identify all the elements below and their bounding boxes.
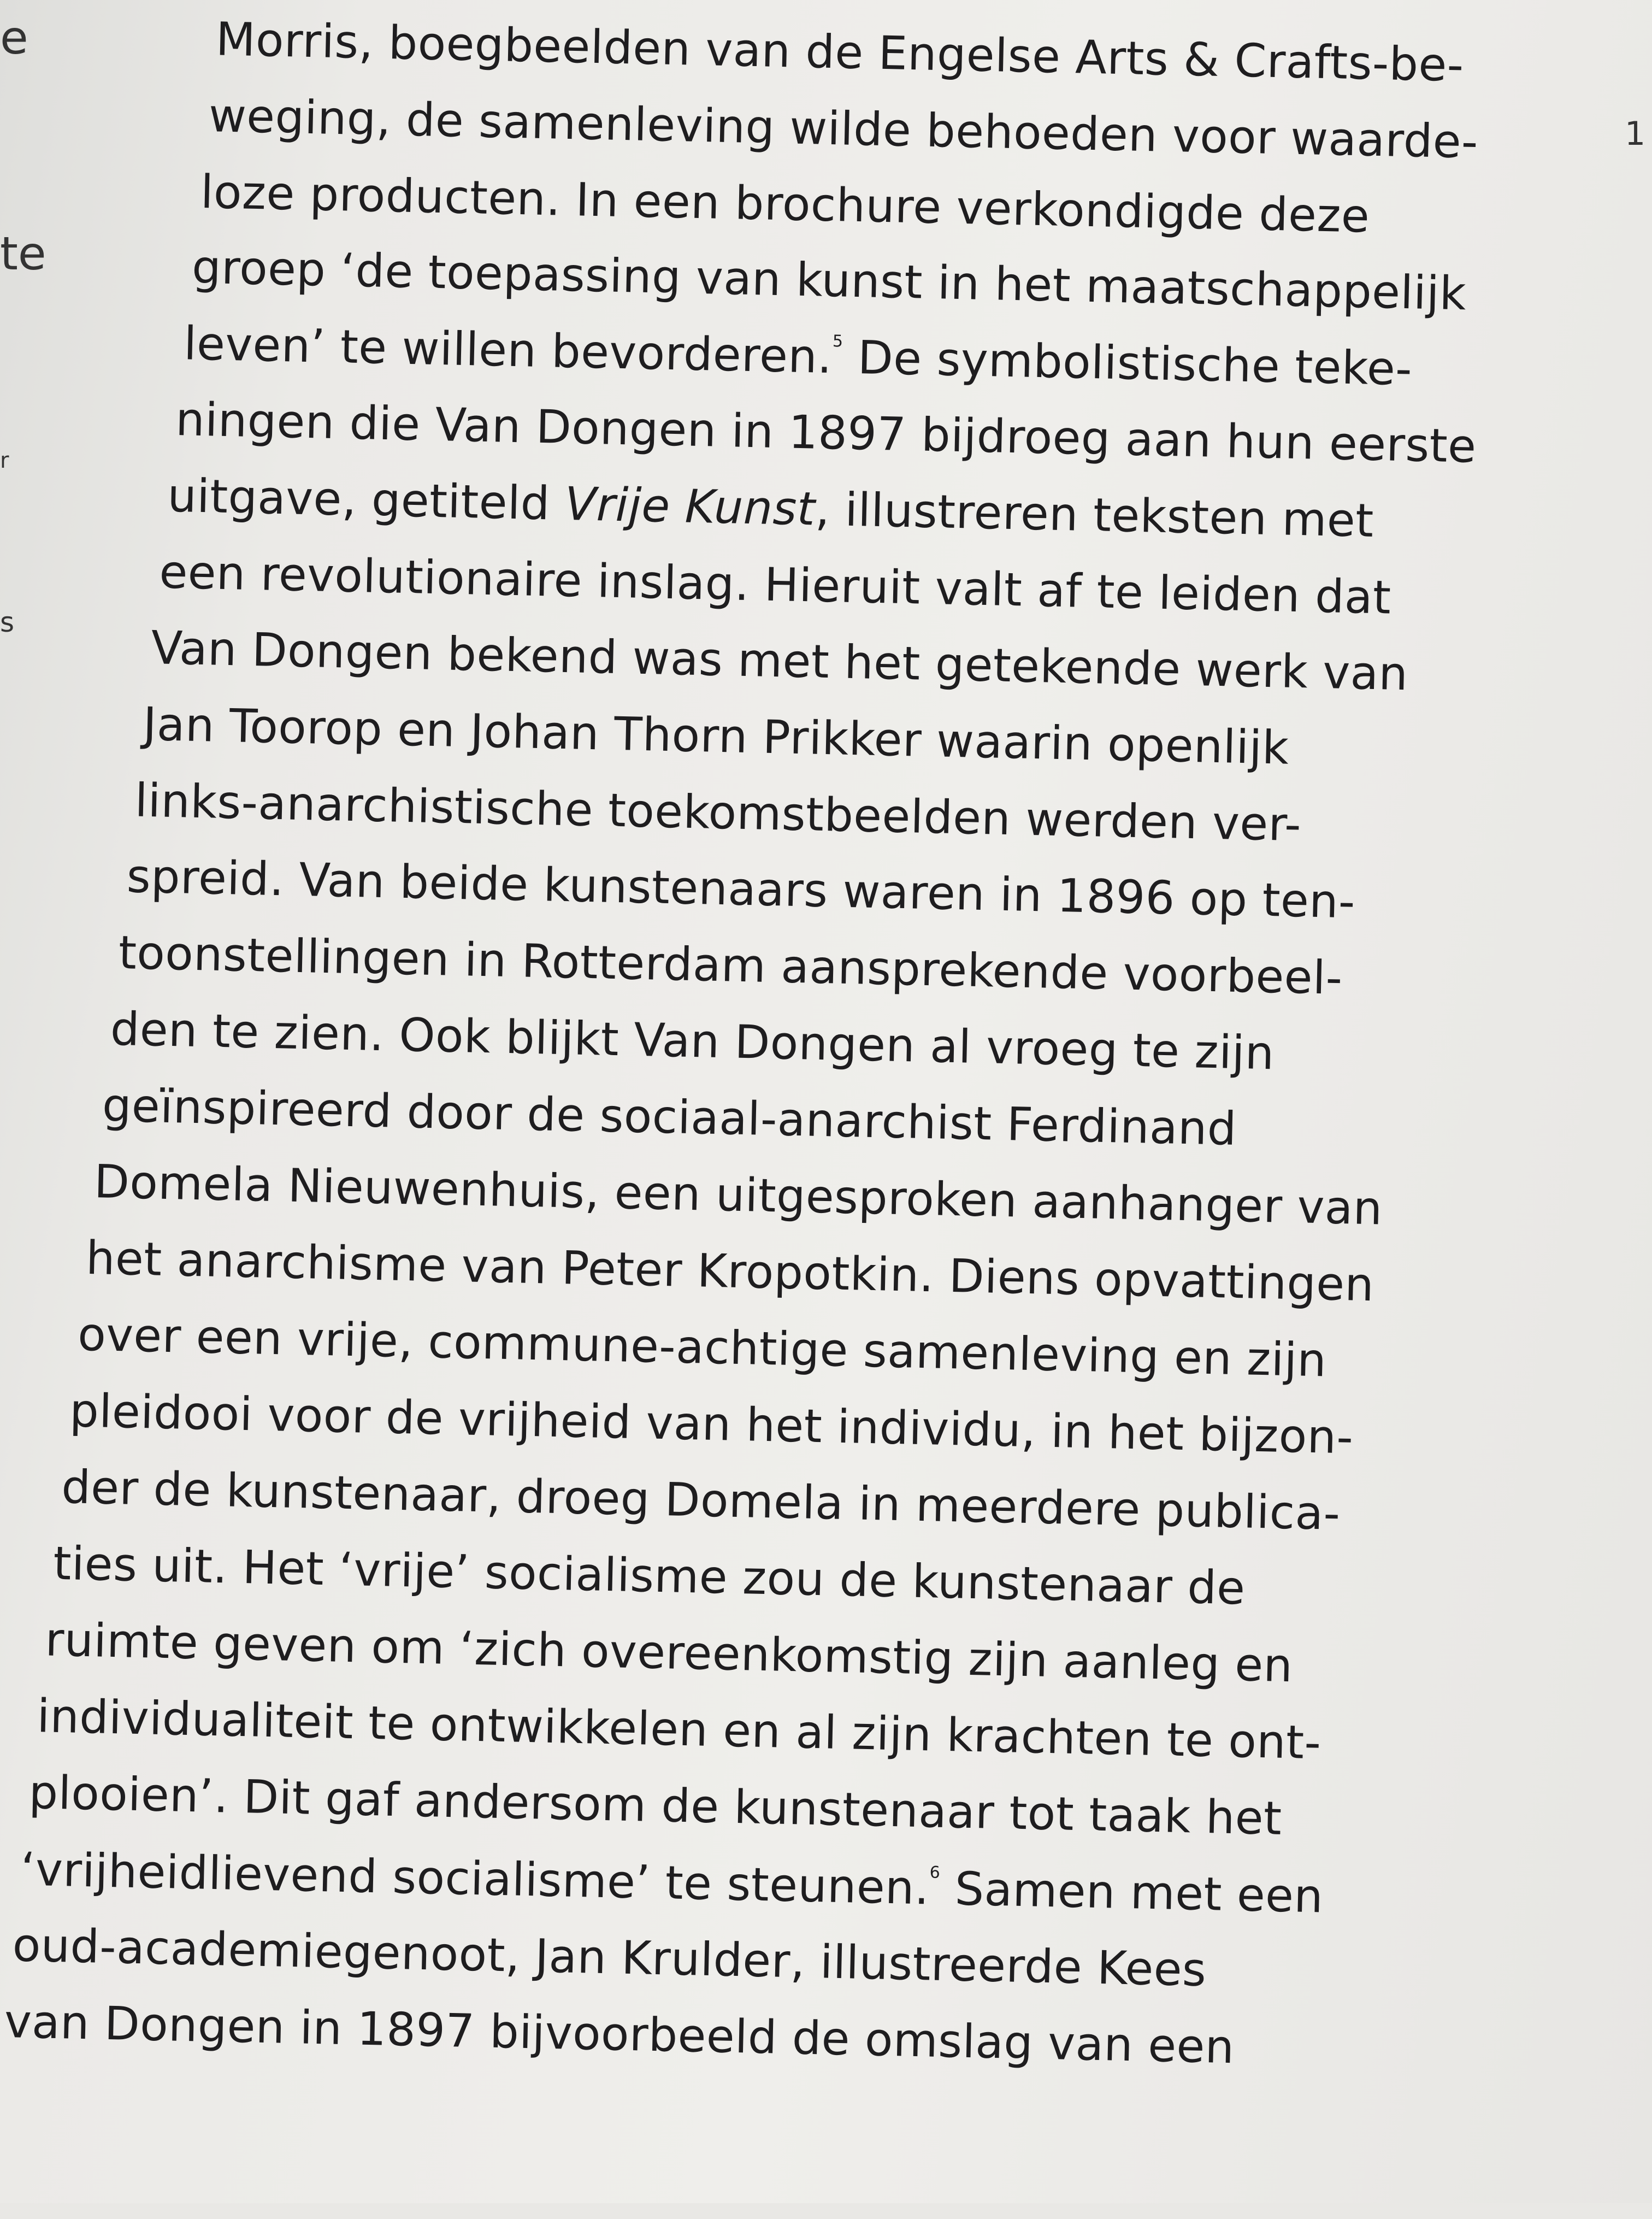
text-line: het anarchisme van Peter Kropotkin. Diens opvattingen (85, 1231, 1375, 1312)
text-line: ‘vrijheidlievend socialisme’ te steunen.$^6$ Samen met een (20, 1842, 1324, 1923)
text-line: een revolutionaire inslag. Hieruit valt af te leiden dat (158, 545, 1392, 625)
footnote-marker[interactable]: 6 (929, 1863, 941, 1882)
text-line: der de kunstenaar, droeg Domela in meerdere publica- (61, 1460, 1341, 1541)
text-line: uitgave, getiteld Vrije Kunst, illustreren teksten met (167, 468, 1374, 548)
margin-fragment: s (0, 607, 15, 638)
text-line: ningen die Van Dongen in 1897 bijdroeg aan hun eerste (175, 392, 1477, 473)
text-line: loze producten. In een brochure verkondigde deze (200, 164, 1371, 243)
text-line: van Dongen in 1897 bijvoorbeeld de omslag van een (4, 1994, 1235, 2074)
text-line: oud-academiegenoot, Jan Krulder, illustreerde Kees (11, 1918, 1207, 1997)
text-line: toonstellingen in Rotterdam aansprekende voorbeel- (118, 925, 1343, 1005)
margin-fragment: r (0, 448, 9, 473)
margin-fragment: 1 (1625, 115, 1646, 153)
text-line: pleidooi voor de vrijheid van het individu, in het bijzon- (69, 1384, 1354, 1464)
text-line: ruimte geven om ‘zich overeenkomstig zijn aanleg en (44, 1612, 1294, 1693)
text-line: plooien’. Dit gaf andersom de kunstenaar tot taak het (28, 1765, 1283, 1845)
margin-fragment: te (0, 227, 46, 280)
text-line: links-anarchistische toekomstbeelden werden ver- (134, 773, 1302, 852)
text-line: spreid. Van beide kunstenaars waren in 1896 op ten- (126, 849, 1356, 929)
text-line: Van Dongen bekend was met het getekende werk van (150, 621, 1409, 701)
text-line: groep ‘de toepassing van kunst in het maatschappelijk (191, 240, 1467, 321)
margin-fragment: e (0, 11, 28, 64)
text-line: Morris, boegbeelden van de Engelse Arts & Crafts-be- (215, 12, 1465, 92)
footnote-marker[interactable]: 5 (832, 332, 843, 351)
text-line: individualiteit te ontwikkelen en al zijn krachten te ont- (36, 1689, 1322, 1770)
publication-title: Vrije Kunst (564, 476, 816, 536)
text-line: den te zien. Ook blijkt Van Dongen al vroeg te zijn (110, 1002, 1275, 1080)
text-line: weging, de samenleving wilde behoeden voor waarde- (208, 89, 1479, 169)
text-line: over een vrije, commune-achtige samenleving en zijn (77, 1307, 1328, 1387)
text-line: ties uit. Het ‘vrije’ socialisme zou de kunstenaar de (52, 1536, 1246, 1615)
text-line: geïnspireerd door de sociaal-anarchist Ferdinand (102, 1078, 1237, 1156)
text-line: leven’ te willen bevorderen.$^5$ De symbolistische teke- (183, 316, 1413, 396)
text-line: Jan Toorop en Johan Thorn Prikker waarin openlijk (142, 697, 1290, 775)
text-line: Domela Nieuwenhuis, een uitgesproken aanhanger van (93, 1155, 1383, 1235)
